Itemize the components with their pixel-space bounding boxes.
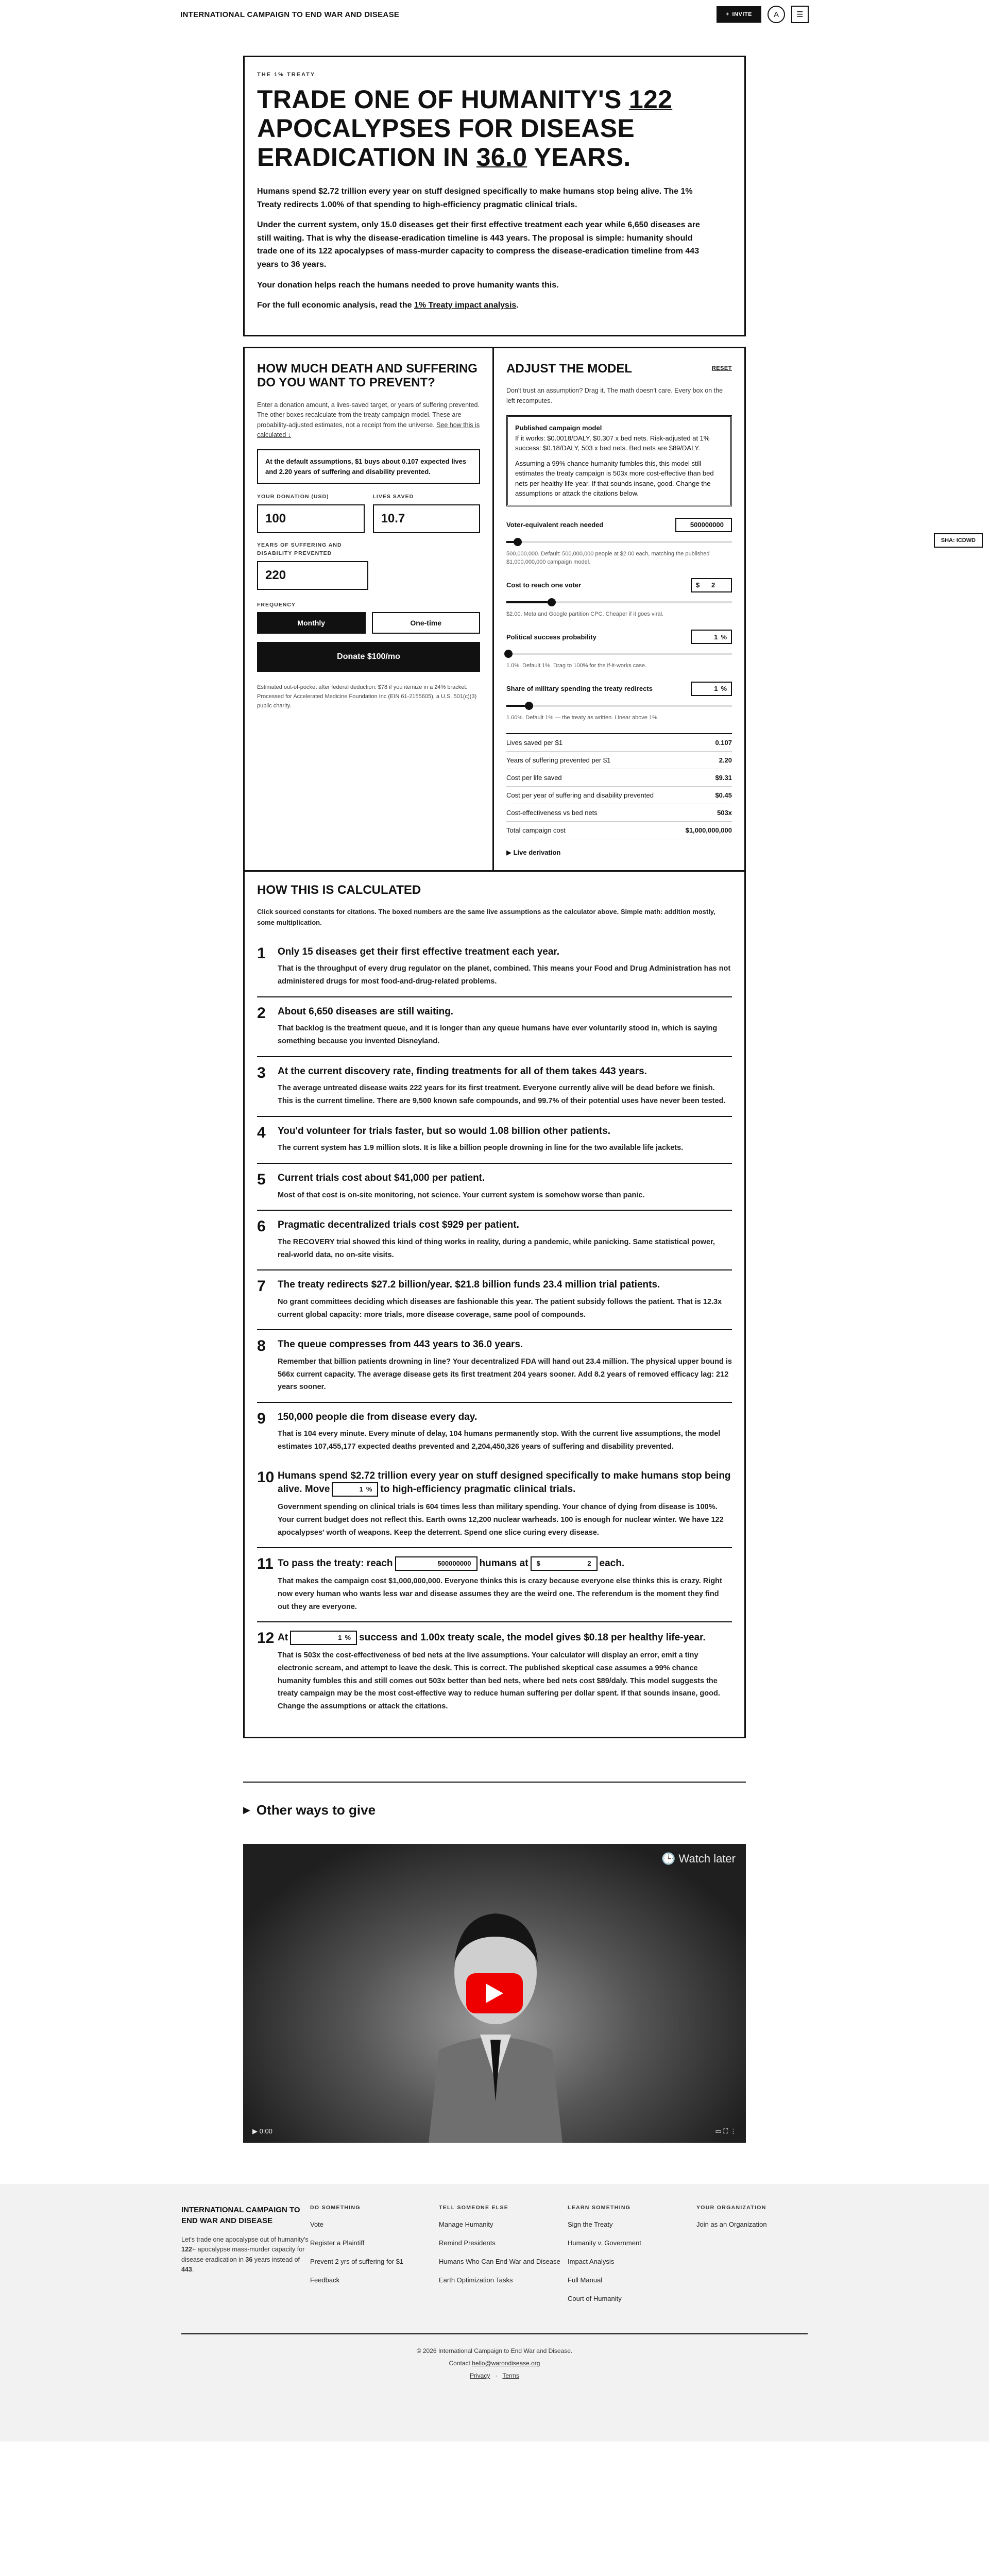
hero-p4-post: . [516,301,519,310]
step-3 [257,1057,732,1117]
step-5 [257,1164,732,1211]
model-param-input[interactable] [691,630,732,644]
model-param [506,518,732,567]
model-param-label: Voter-equivalent reach needed [506,521,604,529]
brand-logo[interactable]: INTERNATIONAL CAMPAIGN TO END WAR AND DISEASE [180,10,400,19]
donate-button[interactable]: Donate $100/mo [257,642,480,672]
menu-button[interactable] [791,6,809,23]
step-body [278,1411,732,1453]
captions-icon[interactable]: ▭ [715,2127,724,2135]
step-10 [257,1462,732,1549]
slider-track [506,541,732,543]
footer-tagline-d: . [192,2266,194,2274]
frequency-group [257,601,480,634]
how-calculated-section [243,870,746,1738]
watch-later-label: Watch later [678,1852,736,1865]
step-number: 1 [257,944,266,962]
footer-tagline-old: 443 [181,2266,192,2274]
model-param-prefix: $ [696,581,700,589]
step-number: 12 [257,1630,275,1647]
video-time: 0:00 [259,2127,272,2135]
step-heading: About 6,650 diseases are still waiting. [278,1006,454,1017]
model-param-slider[interactable] [506,700,732,711]
success-probability-value: 1 [338,1633,342,1641]
step-heading: At the current discovery rate, finding treatments for all of them takes 443 years. [278,1065,647,1077]
model-param-head [506,630,732,644]
military-share-value: 1 [359,1485,363,1493]
header-actions [717,6,809,23]
model-param-note: 500,000,000. Default: 500,000,000 people at $2.00 each, matching the published $1,000,000,000 campaign model. [506,550,710,566]
step-body [278,1631,732,1713]
footer-link[interactable]: Impact Analysis [568,2257,615,2265]
fullscreen-icon[interactable]: ⛶ [723,2127,730,2135]
step-paragraph: No grant committees deciding which diseases are fashionable this year. The patient subsidy follows the patient. That is 12.3x current global capacity: more trials, more disease coverage, same pool of compounds. [278,1297,722,1319]
play-icon [486,1984,503,2003]
results-value: $9.31 [715,774,732,782]
footer-brand-column [181,2205,310,2313]
step-paragraph: Most of that cost is on-site monitoring, not science. Your current system is somehow worse than panic. [278,1191,645,1199]
sha-tag[interactable]: SHA: ICDWD [934,533,983,548]
play-small-icon[interactable]: ▶ [252,2127,260,2135]
step-paragraph: That is 503x the cost-effectiveness of bed nets at the live assumptions. Your calculator will display an error, emit a tiny electronic scream, and attempt to leave the desk. This is correct. The published skeptical case assumes a 99% chance humanity fumbles this and still comes out 503x better than bed nets, where bed nets cost $89/daly. This model suggests the treaty campaign may be the most cost-effective way to reduce human suffering per dollar spent. If that sounds insane, good. Change the assumptions or attack the citations. [278,1651,720,1710]
results-label: Cost-effectiveness vs bed nets [506,809,598,817]
avatar-letter: A [773,10,779,19]
footer-link[interactable]: Remind Presidents [439,2239,496,2247]
published-model-title: Published campaign model [515,424,602,432]
model-param-head [506,518,732,532]
footer-tagline-a: Let's trade one apocalypse out of humanity's [181,2236,309,2243]
step-body [278,1219,732,1261]
step-11-heading-pre: To pass the treaty: reach [278,1558,393,1569]
contact-email-link[interactable]: hello@warondisease.org [472,2360,540,2367]
slider-thumb[interactable] [514,538,522,546]
step-9 [257,1403,732,1462]
slider-thumb[interactable] [504,650,513,658]
tax-fine-print: Estimated out-of-pocket after federal deduction: $78 if you itemize in a 24% bracket. Processed for Accelerated Medicine Foundation Inc (EIN 61-2155605), a U.S. 501(c)(3) public charity. [257,684,477,709]
frequency-label: FREQUENCY [257,601,296,608]
hero-title [257,85,732,172]
live-derivation-toggle[interactable] [506,849,732,857]
footer-column-heading: DO SOMETHING [310,2204,361,2211]
step-body [278,946,732,988]
step-7 [257,1270,732,1330]
hero-title-part-a: TRADE ONE OF HUMANITY'S [257,85,629,114]
footer-column [310,2205,439,2313]
model-param-value: 1 [714,633,718,641]
amount-fields [257,493,480,533]
model-param-head [506,682,732,696]
footer-tagline-num: 122 [181,2246,192,2253]
years-field [257,541,480,590]
donation-intro-text: Enter a donation amount, a lives-saved target, or years of suffering prevented. The other boxes recalculate from the treaty campaign model. These are probability-adjusted estimates, not a receipt from the universe. [257,401,480,429]
donation-panel [245,348,494,870]
video-left-controls [252,2127,272,2136]
footer-link[interactable]: Feedback [310,2276,340,2284]
hero-paragraph-4 [257,299,700,312]
model-param-input[interactable] [675,518,732,532]
step-body [278,1065,732,1108]
menu-icon: ☰ [796,10,804,19]
step-1 [257,938,732,997]
see-calculation-link[interactable]: See how this is calculated ↓ [257,421,480,439]
live-derivation-label: Live derivation [513,849,561,857]
terms-link[interactable]: Terms [502,2372,519,2380]
donation-intro [257,400,480,440]
model-param-value: 1 [714,685,718,693]
model-param-input[interactable] [691,578,732,592]
step-number: 6 [257,1218,266,1235]
user-plus-icon: + [725,11,729,18]
model-param-note: 1.00%. Default 1% — the treaty as written. Linear above 1%. [506,714,659,721]
step-body [278,1172,732,1201]
model-param-value: 2 [711,581,715,589]
step-10-heading-post: to high-efficiency pragmatic clinical trials. [380,1484,576,1495]
hero-paragraph-2: Under the current system, only 15.0 diseases get their first effective treatment each year while 6,650 diseases are still waiting. That is why the disease-eradication timeline is 443 years. The proposal is simple: humanity should trade one of its 122 apocalypses of mass-murder capacity to compress the disease-eradication timeline from 443 years to 36 years. [257,221,700,269]
step-paragraph: That makes the campaign cost $1,000,000,000. Everyone thinks this is crazy because everyone else thinks this is crazy. Right now every human who wants less war and disease assumes they are the weird one. The referendum is the moment they find out they are everyone. [278,1577,722,1611]
model-param-suffix: % [721,633,727,641]
step-heading: Pragmatic decentralized trials cost $929 per patient. [278,1219,519,1231]
results-label: Cost per year of suffering and disability prevented [506,791,654,800]
step-paragraph: Government spending on clinical trials is 604 times less than military spending. Your chance of dying from disease is 100%. Your current budget does not reflect this. Earth owns 12,200 nuclear warheads. 100 is enough for nuclear winter. We have 122 apocalypses' worth of weapons. Keep the deterrent. Spend one slice curing every disease. [278,1503,724,1537]
invite-label: INVITE [732,11,752,18]
published-model-p1: If it works: $0.0018/DALY, $0.307 x bed nets. Risk-adjusted at 1% success: $0.18/DALY, 503 x bed nets. Bed nets are $89/DALY. [515,434,710,452]
model-param-head [506,578,732,592]
donation-title: HOW MUCH DEATH AND SUFFERING DO YOU WANT TO PREVENT? [257,361,478,390]
site-footer [0,2184,989,2442]
results-value: 503x [717,809,732,817]
footer-column-heading: LEARN SOMETHING [568,2204,631,2211]
footer-inner [181,2205,808,2382]
step-number: 5 [257,1171,266,1188]
cost-per-voter-value: 2 [587,1559,591,1567]
reset-button[interactable]: RESET [711,365,732,372]
results-value: 0.107 [715,739,732,747]
footer-link[interactable]: Full Manual [568,2276,603,2284]
copyright: © 2026 International Campaign to End War and Disease. [416,2347,573,2355]
account-avatar-button[interactable] [768,6,785,23]
model-param [506,578,732,619]
step-number: 2 [257,1004,266,1022]
footer-column-heading: TELL SOMEONE ELSE [439,2204,509,2211]
footer-link[interactable]: Court of Humanity [568,2295,622,2303]
step-number: 10 [257,1468,275,1486]
model-param-input[interactable] [691,682,732,696]
more-options-icon[interactable]: ⋮ [730,2127,737,2135]
results-row [506,822,732,839]
footer-link[interactable]: Humanity v. Government [568,2239,641,2247]
section-divider [243,1782,746,1783]
step-11-heading-mid: humans at [479,1558,528,1569]
footer-grid [181,2205,808,2313]
model-param-note: 1.0%. Default 1%. Drag to 100% for the if-it-works case. [506,663,647,669]
step-number: 3 [257,1064,266,1081]
model-param-note: $2.00. Meta and Google partition CPC. Cheaper if it goes viral. [506,611,664,617]
step-12 [257,1622,732,1721]
invite-button[interactable] [717,6,761,23]
model-param-label: Political success probability [506,633,596,641]
currency-symbol: $ [536,1559,540,1567]
model-param [506,630,732,670]
step-heading: Current trials cost about $41,000 per patient. [278,1172,485,1183]
footer-link[interactable]: Manage Humanity [439,2220,493,2228]
video-player[interactable] [243,1844,746,2143]
results-label: Lives saved per $1 [506,739,563,747]
footer-brand[interactable]: INTERNATIONAL CAMPAIGN TO END WAR AND DISEASE [181,2205,300,2226]
frequency-monthly-button[interactable]: Monthly [257,612,366,634]
legal-links: Privacy · Terms [469,2372,519,2380]
model-param-slider[interactable] [506,536,732,548]
results-label: Cost per life saved [506,774,562,782]
step-heading: Only 15 diseases get their first effective treatment each year. [278,946,560,957]
step-12-heading-post: success and 1.00x treaty scale, the model gives $0.18 per healthy life-year. [359,1632,706,1643]
watch-later-button[interactable] [661,1852,736,1866]
years-label: YEARS OF SUFFERING AND DISABILITY PREVENTED [257,542,342,556]
model-title-row [506,362,732,376]
frequency-onetime-button[interactable]: One-time [372,612,481,634]
footer-link[interactable]: Humans Who Can End War and Disease [439,2257,560,2265]
step-number: 7 [257,1278,266,1295]
published-model-p2: Assuming a 99% chance humanity fumbles this, this model still estimates the treaty campaign is 503x more cost-effective than bed nets per healthy life-year. If that sounds insane, good. Change the assumptions or attack the citations below. [515,459,714,498]
video-controls [243,2120,746,2143]
model-title: ADJUST THE MODEL [506,361,633,376]
step-heading [278,1556,732,1571]
step-11 [257,1548,732,1622]
step-body [278,1125,732,1155]
footer-bottom [181,2333,808,2382]
footer-column [568,2205,696,2313]
results-row [506,804,732,822]
step-8 [257,1330,732,1403]
speaker-silhouette [418,1885,573,2143]
step-4 [257,1117,732,1164]
impact-analysis-link[interactable]: 1% Treaty impact analysis [414,301,517,310]
footer-link[interactable]: Prevent 2 yrs of suffering for $1 [310,2257,404,2265]
default-assumption-summary: At the default assumptions, $1 buys about 0.107 expected lives and 2.20 years of suffering and disability prevented. [257,449,480,484]
step-12-heading-pre: At [278,1632,288,1643]
step-paragraph: The RECOVERY trial showed this kind of thing works in reality, during a pandemic, while panicking. Same statistical power, real-world data, no on-site visits. [278,1238,715,1259]
hero-title-years[interactable]: 36.0 [476,143,527,172]
step-heading: 150,000 people die from disease every day. [278,1411,478,1422]
footer-tagline-b: + apocalypse mass-murder capacity for disease eradication in [181,2246,305,2263]
step-body [278,1470,732,1539]
footer-column [439,2205,568,2313]
published-model-box [506,415,732,506]
results-row [506,769,732,787]
success-probability-input[interactable] [290,1631,357,1645]
step-paragraph: That backlog is the treatment queue, and it is longer than any queue humans have ever voluntarily stood in, which is saying something because you invented Disneyland. [278,1024,718,1045]
step-heading: You'd volunteer for trials faster, but so would 1.08 billion other patients. [278,1125,611,1137]
donation-label: YOUR DONATION (USD) [257,494,329,500]
step-2 [257,997,732,1057]
percent-unit: % [345,1633,351,1641]
military-share-input[interactable] [332,1482,378,1497]
hero-title-apocalypse-count[interactable]: 122 [628,85,673,114]
how-intro: Click sourced constants for citations. The boxed numbers are the same live assumptions as the calculator above. Simple math: addition mostly, some multiplication. [257,908,715,926]
other-ways-toggle[interactable] [243,1802,746,1818]
video-right-controls [715,2127,737,2136]
step-body [278,1006,732,1048]
hero-paragraph-3: Your donation helps reach the humans needed to prove humanity wants this. [257,280,559,290]
step-body [278,1279,732,1321]
lives-field [373,493,481,533]
step-number: 4 [257,1124,266,1141]
step-paragraph: The average untreated disease waits 222 years for its first treatment. Everyone currently alive will be dead before we finish. This is the current timeline. There are 9,500 known safe compounds, and 99.7% of their potential uses have never been tested. [278,1084,726,1105]
hero-eyebrow: THE 1% TREATY [257,72,316,78]
lives-input[interactable]: 10.7 [373,504,481,533]
slider-thumb[interactable] [525,702,533,710]
step-body [278,1556,732,1613]
step-heading [278,1631,732,1645]
step-number: 8 [257,1337,266,1355]
hero-p4-pre: For the full economic analysis, read the [257,301,414,310]
footer-link[interactable]: Vote [310,2220,324,2228]
step-heading [278,1470,732,1497]
years-input[interactable]: 220 [257,561,368,590]
donation-field [257,493,365,533]
footer-column [696,2205,808,2313]
step-number: 11 [257,1555,274,1573]
cost-per-voter-input[interactable] [531,1556,598,1571]
model-intro: Don't trust an assumption? Drag it. The math doesn't care. Every box on the left recomputes. [506,387,723,404]
step-paragraph: The current system has 1.9 million slots. It is like a billion people drowning in line for the two available life jackets. [278,1144,684,1153]
footer-link[interactable]: Join as an Organization [696,2220,767,2228]
step-paragraph: Remember that billion patients drowning in line? Your decentralized FDA will hand out 23.4 million. The physical upper bound is 566x current capacity. The average disease gets its first treatment 204 years sooner. Add 8.2 years of removed efficacy lag: 212 years sooner. [278,1357,732,1392]
other-ways-label: Other ways to give [256,1802,376,1818]
site-header [0,0,989,29]
step-heading: The queue compresses from 443 years to 36.0 years. [278,1339,523,1350]
footer-link[interactable]: Register a Plaintiff [310,2239,365,2247]
triangle-right-icon: ▶ [243,1804,250,1815]
results-value: $1,000,000,000 [685,826,732,835]
frequency-toggle [257,612,480,634]
footer-tagline [181,2235,310,2275]
results-value: 2.20 [719,756,732,765]
model-param-value: 500000000 [690,521,724,529]
lives-label: LIVES SAVED [372,494,414,500]
results-row [506,752,732,769]
model-param-slider[interactable] [506,648,732,659]
contact-pre: Contact [449,2360,472,2367]
results-table [506,733,732,839]
step-body [278,1338,732,1394]
results-label: Total campaign cost [506,826,566,835]
slider-thumb[interactable] [548,598,556,606]
percent-unit: % [366,1485,372,1493]
hero-title-part-c: YEARS. [527,143,631,172]
results-row [506,787,732,804]
model-param-slider[interactable] [506,597,732,608]
footer-link[interactable]: Sign the Treaty [568,2220,613,2228]
results-value: $0.45 [715,791,732,800]
hero-title-part-b: APOCALYPSES FOR DISEASE ERADICATION IN [257,114,635,172]
footer-column-heading: YOUR ORGANIZATION [696,2204,766,2211]
clock-icon: 🕒 [661,1852,679,1865]
play-button[interactable] [466,1973,523,2013]
contact-line [181,2357,808,2369]
calculator-section [243,347,746,870]
calculation-steps [257,938,732,1462]
hero-section [243,56,746,336]
results-label: Years of suffering prevented per $1 [506,756,611,765]
hero-paragraph-1: Humans spend $2.72 trillion every year on stuff designed specifically to make humans stop being alive. The 1% Treaty redirects 1.00% of that spending to high-efficiency pragmatic clinical trials. [257,187,693,209]
footer-tagline-c: years instead of [252,2256,300,2263]
model-param-suffix: % [721,685,727,693]
model-param [506,682,732,722]
footer-link[interactable]: Earth Optimization Tasks [439,2276,513,2284]
reach-input[interactable]: 500000000 [395,1556,478,1571]
footer-tagline-years: 36 [245,2256,253,2263]
slider-track [506,653,732,655]
step-paragraph: That is the throughput of every drug regulator on the planet, combined. This means your Food and Drug Administration has not administered drugs for most food-and-drug-related problems. [278,964,731,986]
step-number: 9 [257,1410,266,1427]
step-10-heading-pre: Humans spend $2.72 trillion every year on stuff designed specifically to make humans stop being alive. Move [278,1470,731,1495]
triangle-right-icon: ▶ [506,849,514,857]
donation-input[interactable]: 100 [257,504,365,533]
results-row [506,734,732,752]
step-paragraph: That is 104 every minute. Every minute of delay, 104 humans permanently stop. With the current live assumptions, the model estimates 107,455,177 expected deaths prevented and 2,204,450,326 years of suffering and disability prevented. [278,1430,721,1451]
model-parameters [506,518,732,722]
main-column [243,56,746,2143]
slider-track [506,705,732,707]
step-6 [257,1211,732,1270]
slider-fill [506,601,552,603]
how-title: HOW THIS IS CALCULATED [257,883,421,897]
model-param-label: Share of military spending the treaty redirects [506,685,653,693]
privacy-link[interactable]: Privacy [469,2372,490,2380]
model-panel [494,348,744,870]
step-11-heading-post: each. [599,1558,625,1569]
model-param-label: Cost to reach one voter [506,581,582,589]
step-heading: The treaty redirects $27.2 billion/year. $21.8 billion funds 23.4 million trial patients. [278,1279,660,1291]
